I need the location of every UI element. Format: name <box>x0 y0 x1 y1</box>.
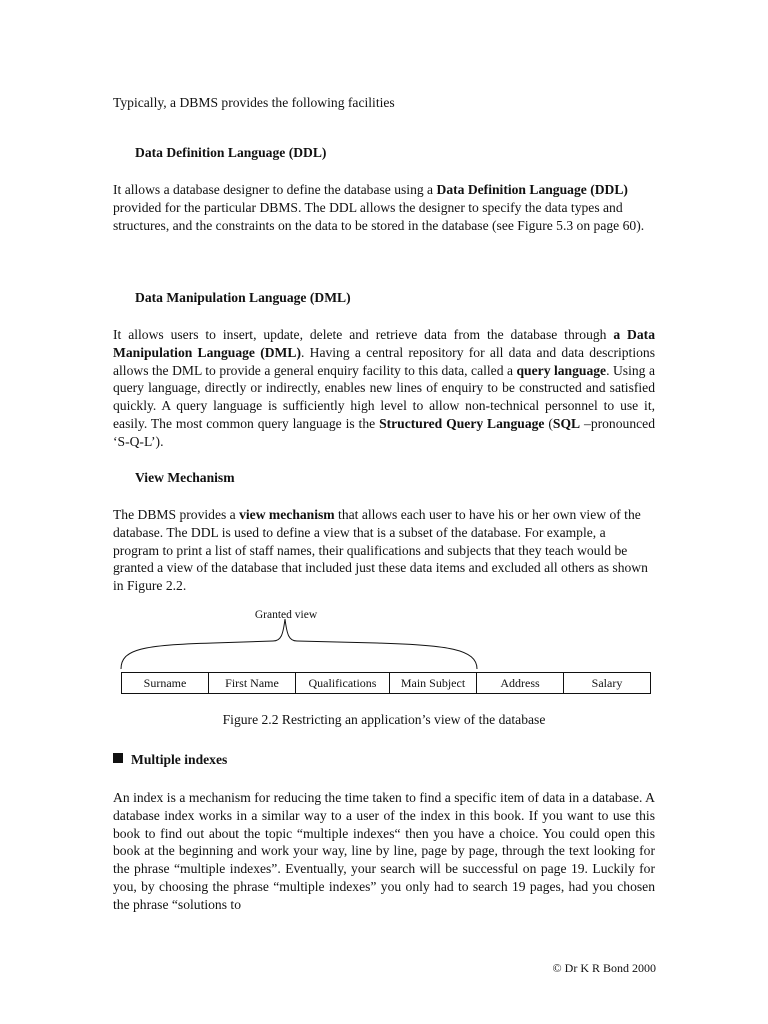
view-heading-text: View Mechanism <box>135 470 235 485</box>
text-run: It allows a database designer to define the database using a <box>113 182 437 197</box>
figure-caption: Figure 2.2 Restricting an application’s view of the database <box>222 712 546 727</box>
granted-view-label: Granted view <box>254 609 318 621</box>
bold-run: view mechanism <box>239 507 335 522</box>
table-cell-salary: Salary <box>564 673 651 694</box>
bold-run: Structured Query Language <box>379 415 545 431</box>
text-run: ( <box>544 415 553 431</box>
copyright-footer: © Dr K R Bond 2000 <box>552 961 656 975</box>
text-run: The DBMS provides a <box>113 507 240 522</box>
bold-run: SQL <box>552 415 581 431</box>
indexes-heading-text: Multiple indexes <box>131 752 228 767</box>
bold-run: query language <box>516 362 607 378</box>
table-cell-first-name: First Name <box>209 673 296 694</box>
dml-paragraph <box>113 326 655 451</box>
text-run: provided for the particular DBMS. The DDL allows the designer to specify the data types and structures, and the constraints on the data to be stored in the database (see Figure 5.3 on page 60). <box>113 199 645 233</box>
text-run: It allows users to insert, update, delete and retrieve data from the database through <box>113 327 614 342</box>
text-run: –pronounced ‘S-Q-L’). <box>113 415 655 449</box>
bold-run: a Data Manipulation Language (DML) <box>113 327 655 360</box>
view-figure-table <box>121 672 651 694</box>
table-cell-main-subject: Main Subject <box>390 673 477 694</box>
table-cell-address: Address <box>477 673 564 694</box>
table-row <box>122 673 651 694</box>
indexes-paragraph: An index is a mechanism for reducing the time taken to find a specific item of data in a database. A database index works in a similar way to a user of the index in this book. If you want to use this book to find out about the topic “multiple indexes“ then you have a choice. You could open this book at the beginning and work your way, line by line, page by page, through the text looking for the phrase “multiple indexes”. Eventually, your search will be successful on page 19. Luckily for you, by choosing the phrase “multiple indexes” you only had to search 19 pages, had you chosen the phrase “solutions to <box>113 790 655 912</box>
ddl-heading-text: Data Definition Language (DDL) <box>135 145 327 160</box>
dml-heading-text: Data Manipulation Language (DML) <box>135 290 351 305</box>
square-bullet-icon <box>113 753 123 763</box>
intro-text: Typically, a DBMS provides the following facilities <box>113 95 395 110</box>
ddl-paragraph <box>113 181 655 234</box>
ddl-heading <box>113 144 326 162</box>
table-cell-surname: Surname <box>122 673 209 694</box>
table-cell-qualifications: Qualifications <box>296 673 390 694</box>
dml-heading <box>113 289 351 307</box>
text-run: . Having a central repository for all data and data descriptions allows the DML to provide a general enquiry facility to this data, called a <box>113 344 655 378</box>
bold-run: Data Definition Language (DDL) <box>436 182 628 197</box>
text-run: . Using a query language, directly or indirectly, enables new lines of enquiry to be constructed and satisfied quickly. A query language is sufficiently high level to allow non-technical personnel to use it, easily. The most common query language is the <box>113 362 655 431</box>
indexes-heading <box>113 751 227 769</box>
text-run: that allows each user to have his or her own view of the database. The DDL is used to define a view that is a subset of the database. For example, a program to print a list of staff names, their qualifications and subjects that they teach would be granted a view of the database that included just these data items and excluded all others as shown in Figure 2.2. <box>113 507 648 594</box>
view-heading <box>113 469 235 487</box>
view-paragraph <box>113 506 655 595</box>
